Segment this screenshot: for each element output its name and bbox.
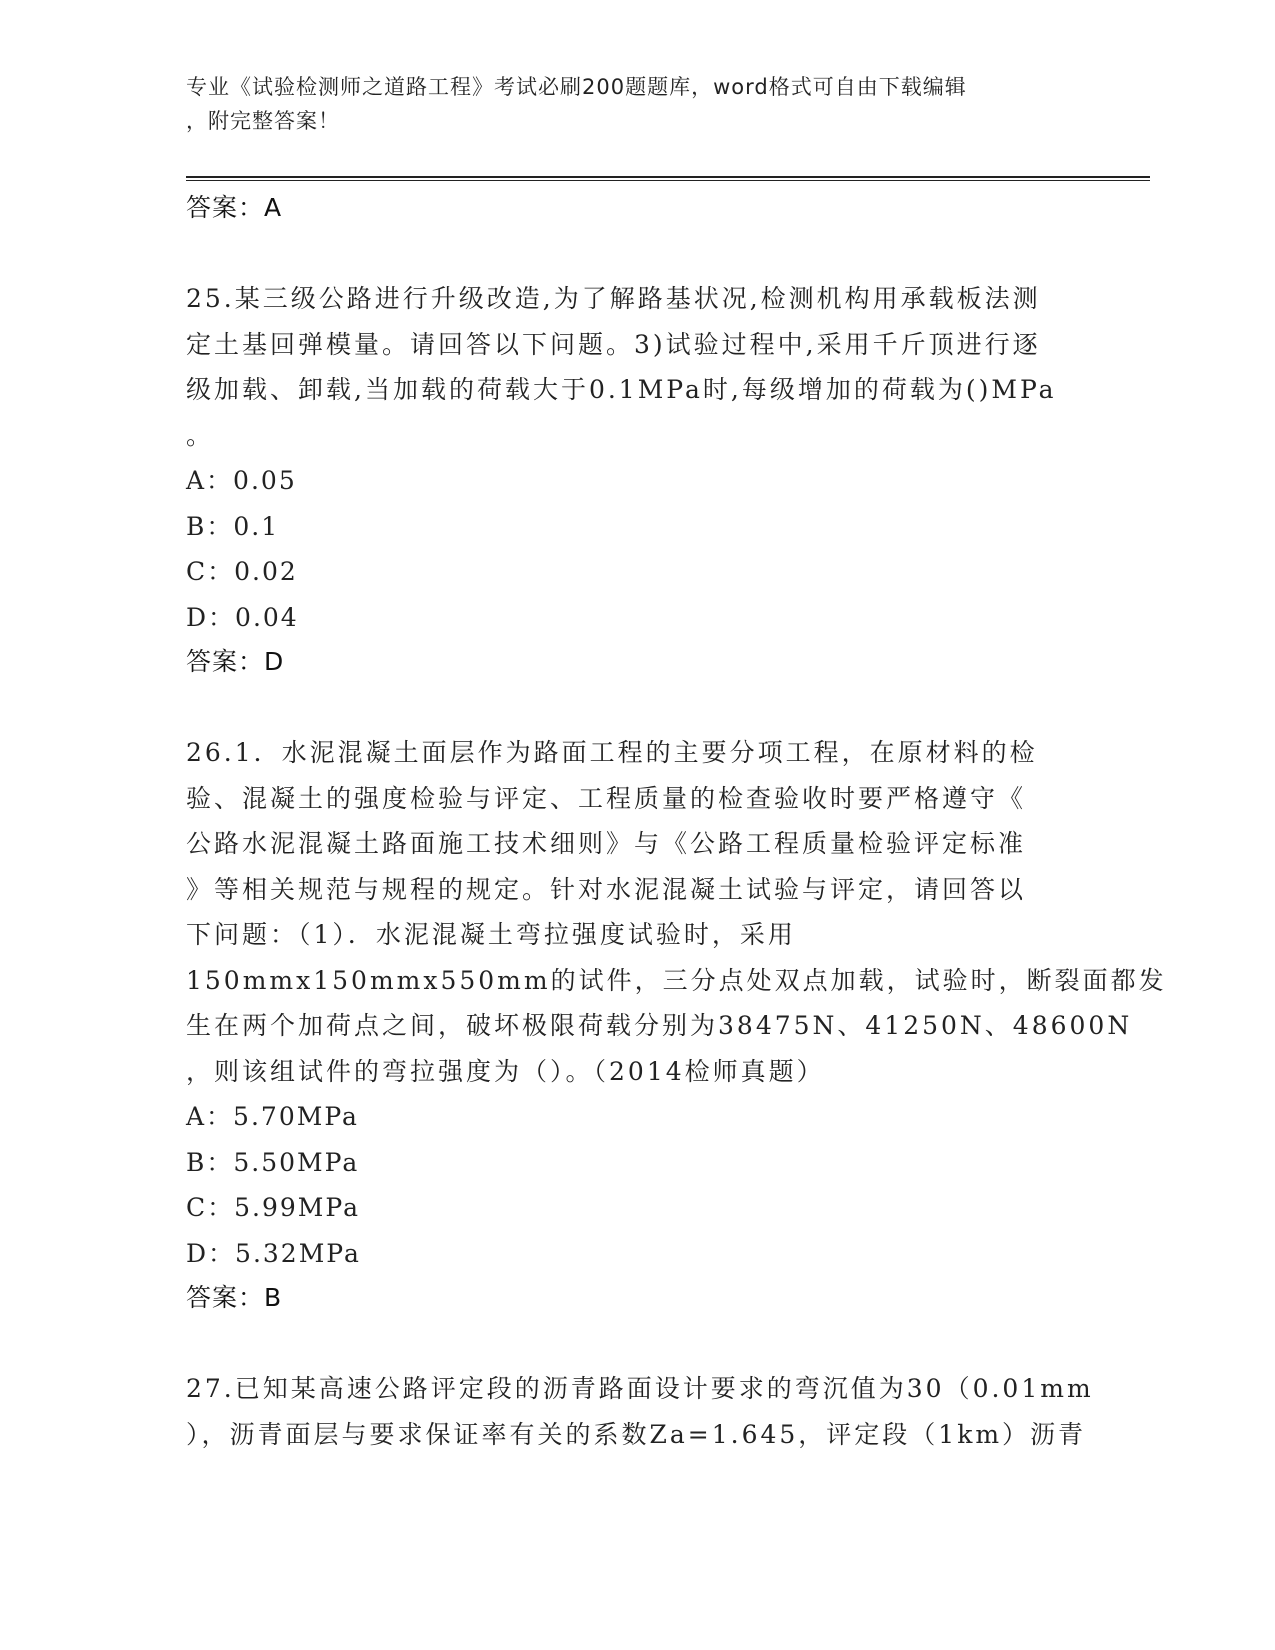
question-27: [186, 1366, 1094, 1457]
question-26-line-5: 下问题：（1）．水泥混凝土弯拉强度试验时，采用: [186, 920, 796, 949]
answer-24: 答案：A: [186, 193, 283, 222]
question-25-option-d: D：0.04: [186, 602, 299, 632]
spacer: [186, 684, 1086, 730]
header-divider: [186, 176, 1150, 181]
question-25-option-b: B：0.1: [186, 511, 280, 541]
question-25-line-3: 级加载、卸载,当加载的荷载大于0.1MPa时,每级增加的荷载为()MPa: [186, 375, 1057, 404]
question-26-option-b: B：5.50MPa: [186, 1147, 360, 1177]
question-25-option-c: C：0.02: [186, 557, 298, 586]
question-25-line-2: 定土基回弹模量。请回答以下问题。3)试验过程中,采用千斤顶进行逐: [186, 329, 1041, 359]
spacer: [186, 1320, 1086, 1366]
question-26-line-6: 150mmx150mmx550mm的试件，三分点处双点加载，试验时，断裂面都发: [186, 965, 1167, 995]
question-27-line-1: 27.已知某高速公路评定段的沥青路面设计要求的弯沉值为30（0.01mm: [186, 1374, 1094, 1403]
question-26-option-d: D：5.32MPa: [186, 1238, 361, 1268]
question-26-option-c: C：5.99MPa: [186, 1193, 360, 1222]
header-line-2: ，附完整答案！: [186, 109, 340, 133]
question-26: [186, 730, 1167, 1094]
question-26-line-8: ，则该组试件的弯拉强度为（）。（2014检师真题）: [186, 1056, 825, 1086]
question-26-line-4: 》等相关规范与规程的规定。针对水泥混凝土试验与评定，请回答以: [186, 874, 1027, 904]
question-26-line-3: 公路水泥混凝土路面施工技术细则》与《公路工程质量检验评定标准: [186, 829, 1027, 858]
answer-25: 答案：D: [186, 647, 285, 676]
question-25-line-4: 。: [186, 420, 215, 450]
question-26-option-a: A：5.70MPa: [186, 1102, 359, 1131]
answer-26: 答案：B: [186, 1283, 283, 1312]
page-header: [186, 70, 1066, 138]
header-line-1: 专业《试验检测师之道路工程》考试必刷200题题库，word格式可自由下载编辑: [186, 75, 967, 99]
document-body: [186, 186, 1167, 1457]
spacer: [186, 230, 1086, 276]
question-26-line-2: 验、混凝土的强度检验与评定、工程质量的检查验收时要严格遵守《: [186, 783, 1027, 813]
question-25-line-1: 25.某三级公路进行升级改造,为了解路基状况,检测机构用承载板法测: [186, 284, 1041, 313]
question-25-option-a: A：0.05: [186, 466, 297, 495]
question-26-line-1: 26.1．水泥混凝土面层作为路面工程的主要分项工程，在原材料的检: [186, 738, 1038, 767]
question-26-line-7: 生在两个加荷点之间，破坏极限荷载分别为38475N、41250N、48600N: [186, 1011, 1133, 1040]
question-25: [186, 276, 1086, 458]
question-27-line-2: ），沥青面层与要求保证率有关的系数Za=1.645，评定段（1km）沥青: [186, 1419, 1087, 1449]
